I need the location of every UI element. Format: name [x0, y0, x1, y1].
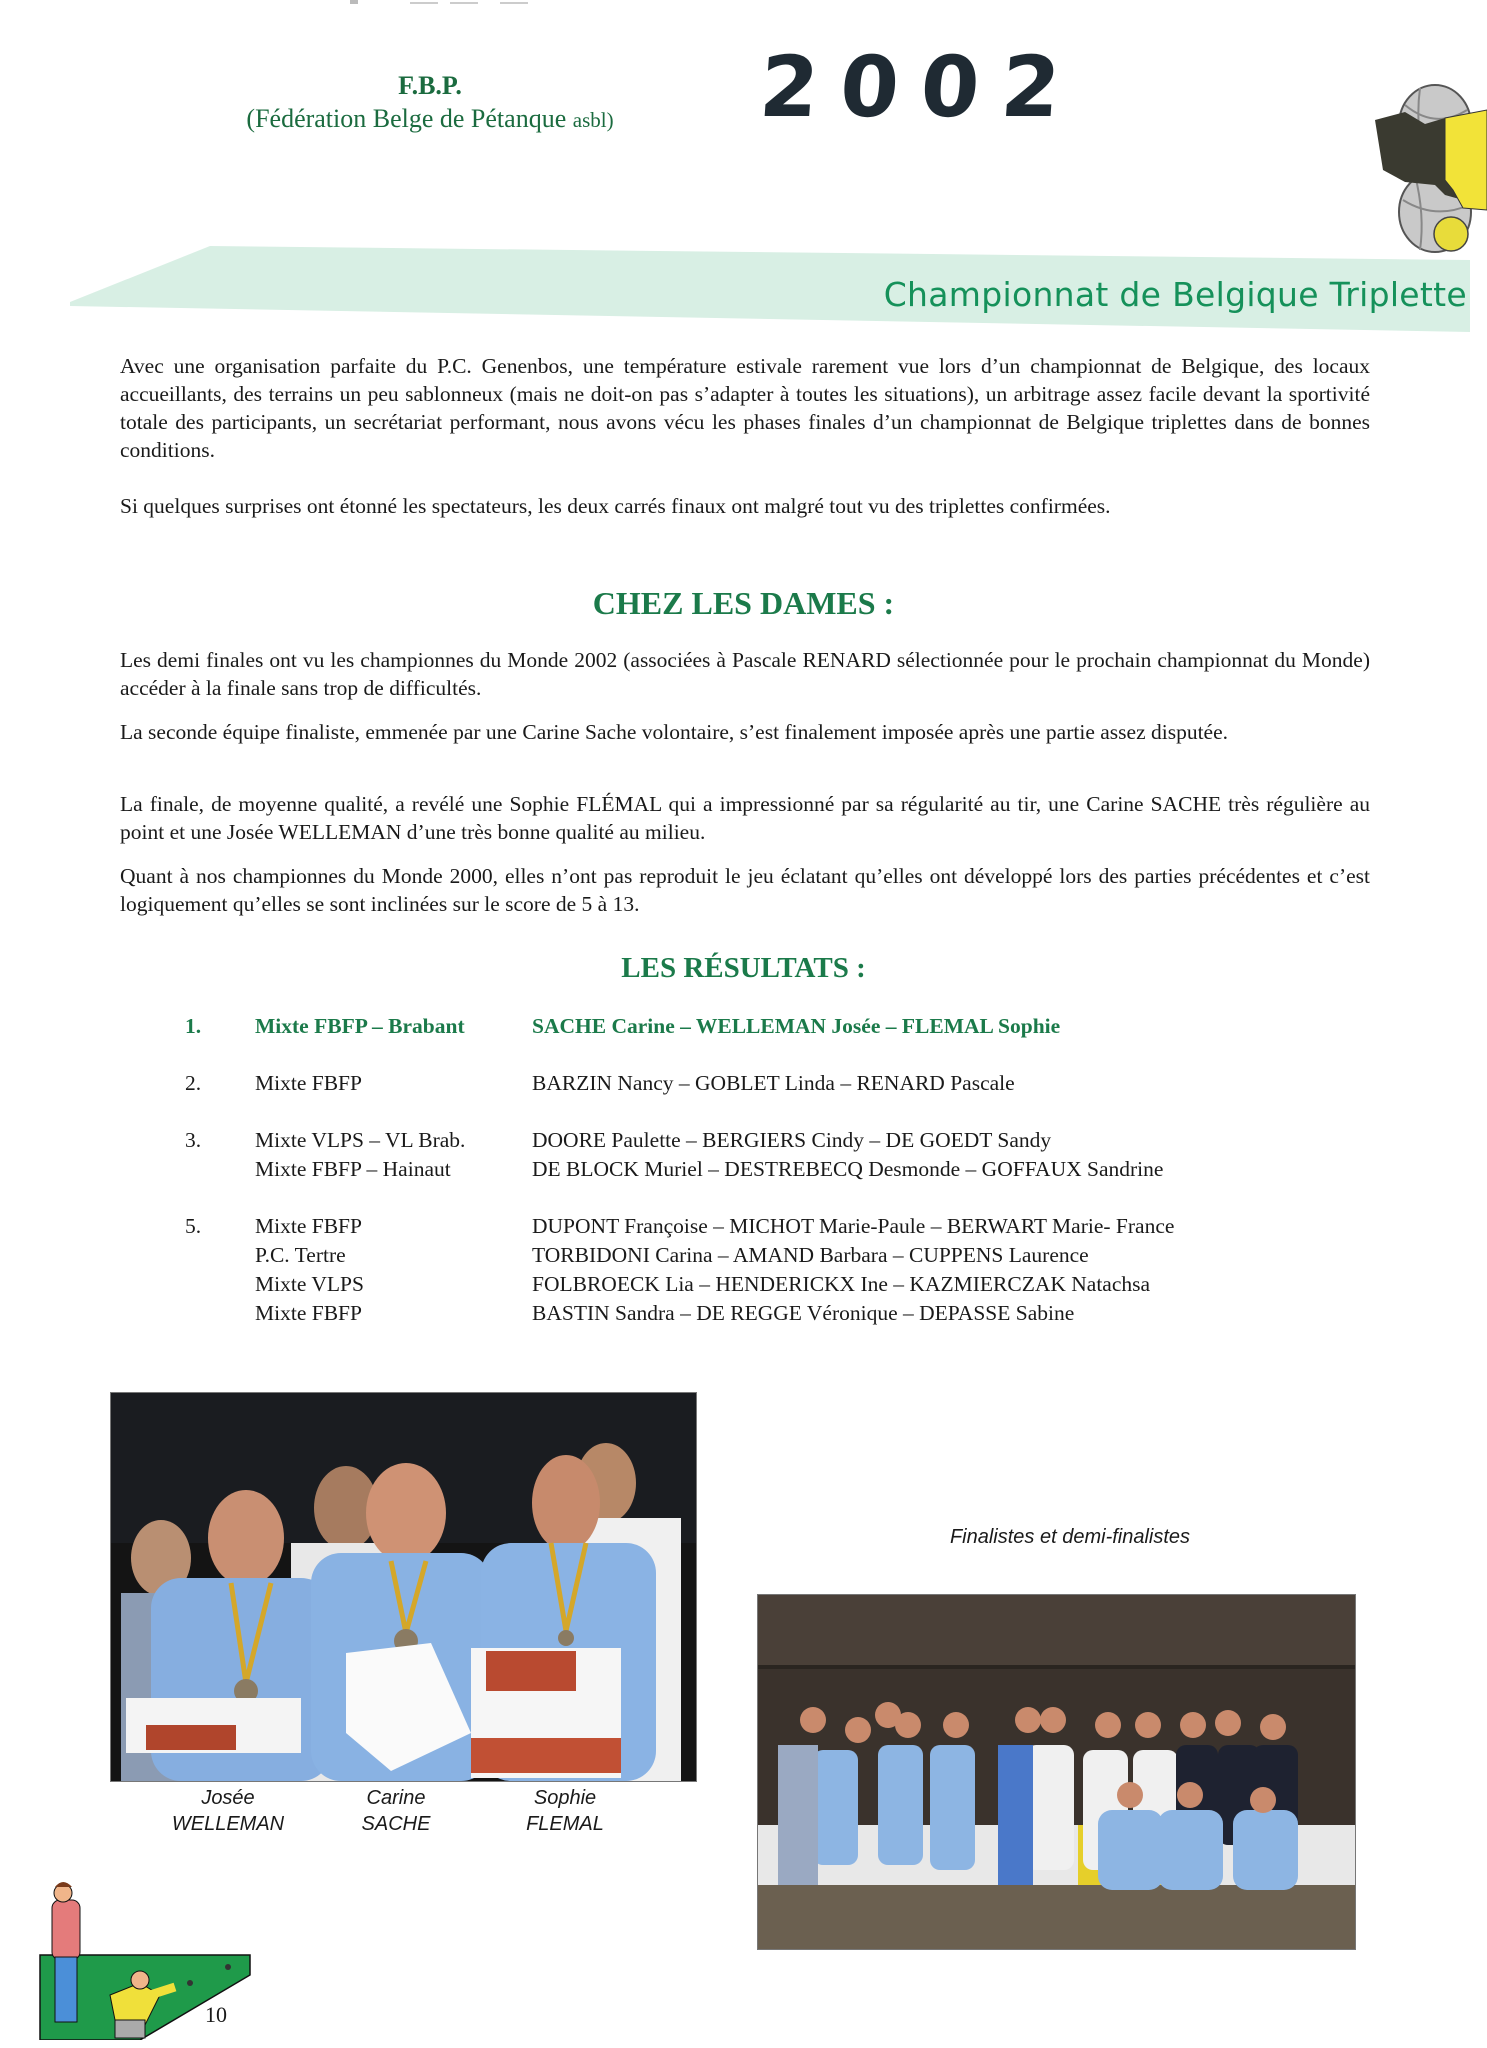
result-club: Mixte FBFP	[255, 1214, 362, 1238]
result-clubs	[255, 1012, 532, 1041]
result-rank: 2.	[185, 1071, 202, 1095]
caption-first-name: Carine	[366, 1787, 426, 1809]
results-list	[185, 1012, 1335, 1356]
result-group	[185, 1212, 1335, 1328]
dames-paragraph-4: Quant à nos championnes du Monde 2000, elles n’ont pas reproduit le jeu éclatant qu’elles ont développé lors des parties précédentes et c’est logiquement qu’elles se sont inclinées sur le score de 5 à 13.	[120, 864, 1370, 916]
dames-paragraph-2: La seconde équipe finaliste, emmenée par une Carine Sache volontaire, s’est finalement imposée après une partie assez disputée.	[120, 720, 1229, 744]
section-heading-dames: CHEZ LES DAMES :	[592, 585, 895, 621]
result-team: BASTIN Sandra – DE REGGE Véronique – DEPASSE Sabine	[532, 1301, 1075, 1325]
result-rank: 3.	[185, 1128, 202, 1152]
result-clubs	[255, 1212, 532, 1328]
result-club: Mixte VLPS	[255, 1272, 364, 1296]
result-clubs	[255, 1126, 532, 1184]
intro-paragraph-2: Si quelques surprises ont étonné les spectateurs, les deux carrés finaux ont malgré tout vu des triplettes confirmées.	[120, 494, 1111, 518]
result-club: Mixte FBFP	[255, 1301, 362, 1325]
page-number: 10	[205, 2002, 227, 2027]
result-team: DOORE Paulette – BERGIERS Cindy – DE GOEDT Sandy	[532, 1128, 1052, 1152]
result-teams	[532, 1212, 1335, 1328]
result-teams	[532, 1126, 1335, 1184]
result-rank: 1.	[185, 1014, 202, 1038]
result-clubs	[255, 1069, 532, 1098]
caption-last-name: WELLEMAN	[171, 1813, 285, 1835]
group-photo-caption: Finalistes et demi-finalistes	[949, 1526, 1191, 1548]
result-rank: 5.	[185, 1214, 202, 1238]
caption-first-name: Sophie	[533, 1787, 597, 1809]
intro-paragraph-1: Avec une organisation parfaite du P.C. Genenbos, une température estivale rarement vue lors d’un championnat de Belgique, des locaux accueillants, des terrains un peu sablonneux (mais ne doit-on pas s’adapter à toutes les situations), un arbitrage assez facile devant la sportivité totale des participants, un secrétariat performant, nous avons vécu les phases finales d’un championnat de Belgique triplettes dans de bonnes conditions.	[120, 354, 1370, 462]
result-club: Mixte FBFP – Hainaut	[255, 1157, 451, 1181]
result-club: Mixte FBFP	[255, 1071, 362, 1095]
handwritten-year: 2002	[756, 38, 1086, 136]
result-team: TORBIDONI Carina – AMAND Barbara – CUPPENS Laurence	[532, 1243, 1089, 1267]
petanque-balls-logo	[1375, 80, 1487, 260]
caption-last-name: FLEMAL	[526, 1813, 604, 1835]
org-suffix: asbl)	[572, 107, 614, 132]
caption-flemal	[465, 1785, 665, 1837]
dames-paragraph-1: Les demi finales ont vu les championnes du Monde 2002 (associées à Pascale RENARD sélectionnée pour le prochain championnat du Monde) accéder à la finale sans trop de difficultés.	[120, 648, 1370, 700]
result-teams	[532, 1069, 1335, 1098]
org-name: (Fédération Belge de Pétanque	[246, 103, 567, 133]
org-full-name	[200, 103, 660, 136]
result-team: BARZIN Nancy – GOBLET Linda – RENARD Pascale	[532, 1071, 1015, 1095]
dames-paragraph-3: La finale, de moyenne qualité, a revélé une Sophie FLÉMAL qui a impressionné par sa régularité au tir, une Carine SACHE très régulière au point et une Josée WELLEMAN d’une très bonne qualité au milieu.	[120, 792, 1370, 844]
group-photo	[757, 1594, 1356, 1950]
result-group	[185, 1069, 1335, 1098]
result-team: FOLBROECK Lia – HENDERICKX Ine – KAZMIERCZAK Natachsa	[532, 1272, 1151, 1296]
page-title: Championnat de Belgique Triplette	[883, 275, 1467, 314]
result-team: DUPONT Françoise – MICHOT Marie-Paule – BERWART Marie- France	[532, 1214, 1175, 1238]
result-team: SACHE Carine – WELLEMAN Josée – FLEMAL Sophie	[532, 1014, 1061, 1038]
result-club: P.C. Tertre	[255, 1243, 346, 1267]
org-abbreviation: F.B.P.	[398, 71, 462, 100]
result-teams	[532, 1012, 1335, 1041]
result-club: Mixte FBFP – Brabant	[255, 1014, 465, 1038]
winners-photo	[110, 1392, 697, 1782]
result-club: Mixte VLPS – VL Brab.	[255, 1128, 466, 1152]
organization-header	[200, 70, 660, 135]
caption-last-name: SACHE	[361, 1813, 431, 1835]
scan-marks	[350, 0, 550, 8]
caption-first-name: Josée	[201, 1787, 255, 1809]
result-group	[185, 1126, 1335, 1184]
result-team: DE BLOCK Muriel – DESTREBECQ Desmonde – GOFFAUX Sandrine	[532, 1157, 1164, 1181]
section-heading-results: LES RÉSULTATS :	[621, 952, 866, 984]
result-group	[185, 1012, 1335, 1041]
